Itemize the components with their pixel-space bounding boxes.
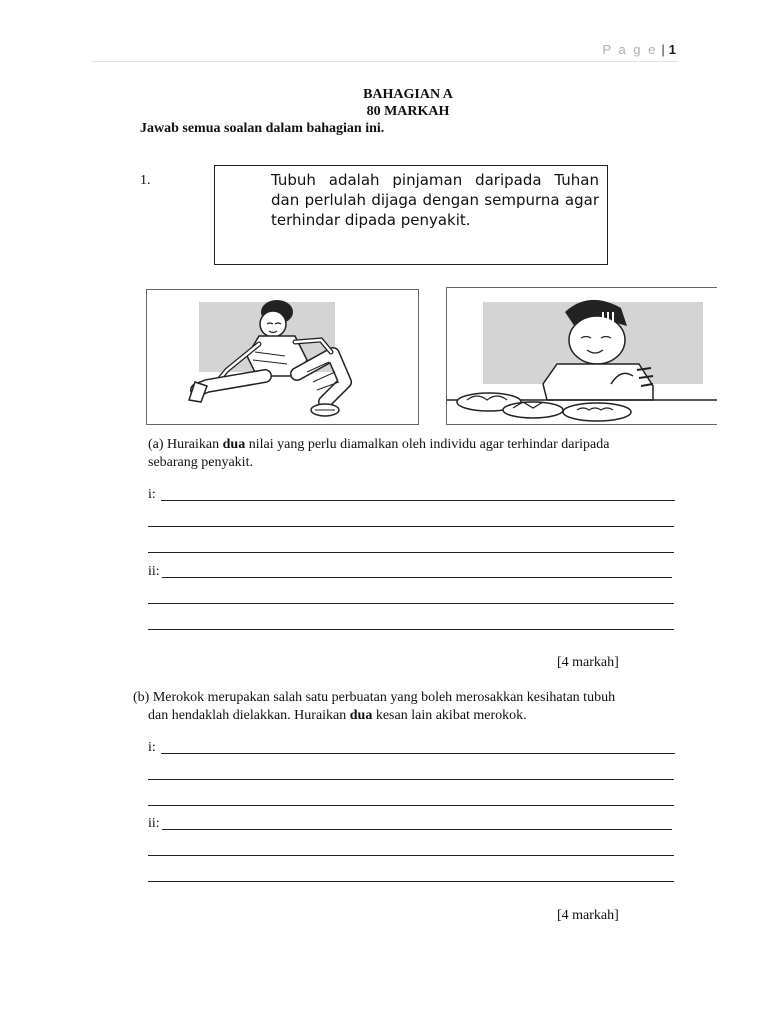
answer-line[interactable] <box>148 855 674 856</box>
boy-eating-illustration <box>446 287 717 425</box>
boy-stretching-illustration <box>146 289 419 425</box>
question-b-text: (b) Merokok merupakan salah satu perbuatan yang boleh merosakkan kesihatan tubuh dan hendaklah dielakkan. Huraikan dua kesan lain akibat merokok. <box>133 690 616 723</box>
answer-label-ii: ii: <box>148 816 160 831</box>
answer-label-i: i: <box>148 487 156 502</box>
answer-label-ii: ii: <box>148 564 160 579</box>
marks-a: [4 markah] <box>557 655 619 670</box>
marks-b: [4 markah] <box>557 908 619 923</box>
answer-line[interactable] <box>161 500 675 501</box>
answer-line[interactable] <box>148 629 674 630</box>
boy-stretching-icon <box>147 290 418 424</box>
answer-line[interactable] <box>148 526 674 527</box>
answer-line[interactable] <box>148 805 674 806</box>
answer-line[interactable] <box>162 829 672 830</box>
answer-line[interactable] <box>161 753 675 754</box>
quote-text: Tubuh adalah pinjaman daripada Tuhan dan perlulah dijaga dengan sempurna agar terhindar dipada penyakit. <box>271 171 599 229</box>
boy-eating-icon <box>447 288 717 424</box>
answer-line[interactable] <box>148 779 674 780</box>
answer-label-i: i: <box>148 740 156 755</box>
answer-line[interactable] <box>162 577 672 578</box>
emphasis-dua: dua <box>222 437 246 452</box>
page-number <box>602 42 676 57</box>
quote-box <box>214 165 608 265</box>
answer-line[interactable] <box>148 881 674 882</box>
page-number-value: 1 <box>668 42 676 57</box>
header-divider <box>92 61 678 62</box>
section-title: BAHAGIAN A <box>363 87 453 102</box>
question-number: 1. <box>140 173 151 188</box>
answer-line[interactable] <box>148 552 674 553</box>
page-word: P a g e <box>602 42 658 57</box>
page-separator: | <box>661 42 665 57</box>
question-a-text: (a) Huraikan dua nilai yang perlu diamalkan oleh individu agar terhindar daripada sebarang penyakit. <box>148 437 610 470</box>
answer-line[interactable] <box>148 603 674 604</box>
emphasis-dua: dua <box>349 708 373 723</box>
section-marks: 80 MARKAH <box>366 104 450 119</box>
section-instruction: Jawab semua soalan dalam bahagian ini. <box>140 121 385 136</box>
